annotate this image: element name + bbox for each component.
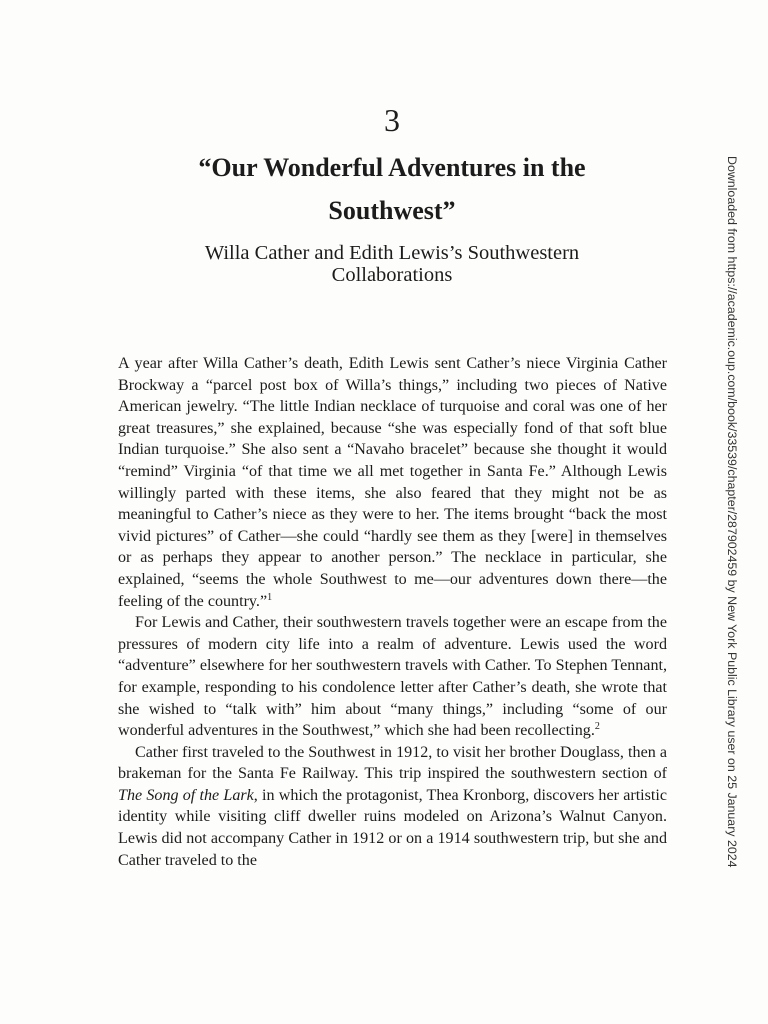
paragraph-3-text-end: , in which the protagonist, Thea Kronborg, discovers her artistic identity while visiting cliff dweller ruins modeled on Arizona’s Walnut Canyon. Lewis did not accompany Cather in 1912 or on a 1914 southwestern trip, but she and Cather traveled to the [118,786,667,869]
footnote-ref-2[interactable]: 2 [594,721,600,733]
book-title: The Song of the Lark [118,786,254,804]
chapter-title: “Our Wonderful Adventures in the Southwest” [198,153,586,225]
chapter-subtitle: Willa Cather and Edith Lewis’s Southwestern Collaborations [204,242,580,286]
paragraph-2-text: For Lewis and Cather, their southwestern travels together were an escape from the pressures of modern city life into a realm of adventure. Lewis used the word “adventure” elsewhere for her southwestern travels with Cather. To Stephen Tennant, for example, responding to his condolence letter after Cather’s death, she wrote that she wished to “talk with” him about “many things,” including “some of our wonderful adventures in the Southwest,” which she had been recollecting. [118,614,667,740]
download-notice: Downloaded from https://academic.oup.com/book/33539/chapter/287902459 by New York Public Library user on 25 January 2024 [725,156,739,868]
footnote-ref-1[interactable]: 1 [267,591,273,603]
body-text [118,353,667,871]
paragraph-1-text: A year after Willa Cather’s death, Edith Lewis sent Cather’s niece Virginia Cather Brockway a “parcel post box of Willa’s things,” including two pieces of Native American jewelry. “The little Indian necklace of turquoise and coral was one of her great treasures,” she explained, because “she was especially fond of that soft blue Indian turquoise.” She also sent a “Navaho bracelet” because she thought it would “remind” Virginia “of that time we all met together in Santa Fe.” Although Lewis willingly parted with these items, she also feared that they might not be as meaningful to Cather’s niece as they were to her. The items brought “back the most vivid pictures” of Cather—she could “hardly see them as they [were] in themselves or as perhaps they appear to another person.” The necklace in particular, she explained, “seems the whole Southwest to me—our adventures down there—the feeling of the country.” [118,355,667,610]
chapter-number: 3 [384,102,400,138]
paragraph-3 [118,742,667,872]
paragraph-3-text-start: Cather first traveled to the Southwest in 1912, to visit her brother Douglass, then a brakeman for the Santa Fe Railway. This trip inspired the southwestern section of [118,743,667,783]
paragraph-1 [118,353,667,612]
paragraph-2 [118,612,667,742]
